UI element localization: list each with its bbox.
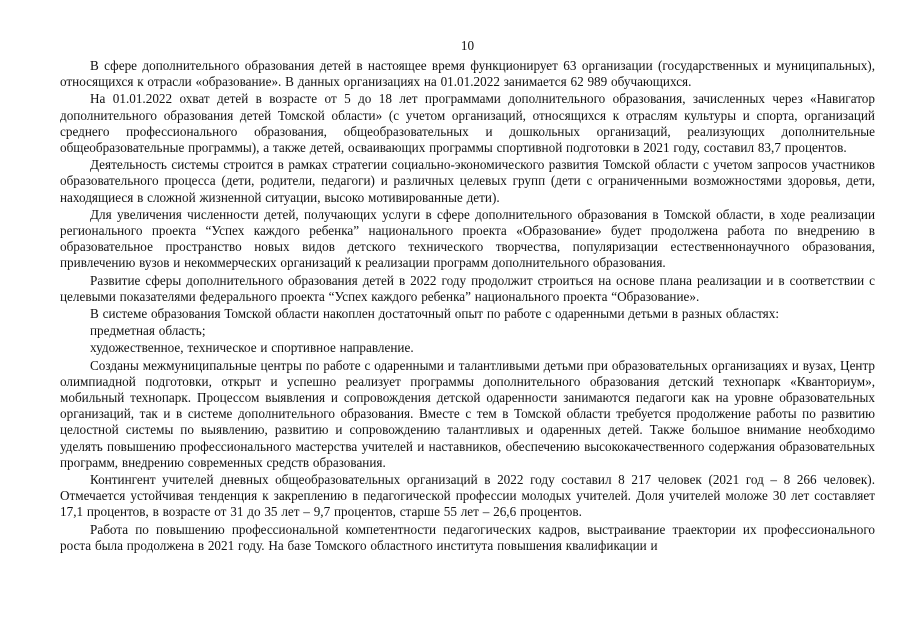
paragraph-teachers-contingent: Контингент учителей дневных общеобразовательных организаций в 2022 году составил 8 217 человек (2021 год – 8 266 человек). Отмечается устойчивая тенденция к закреплению в педагогической профессии молодых учителей. Доля учителей моложе 30 лет составляет 17,1 процентов, в возрасте от 31 до 35 лет – 9,7 процентов, старше 55 лет – 26,6 процентов. (60, 472, 875, 520)
list-item-subject-area: предметная область; (90, 323, 206, 339)
paragraph-intermunicipal-centers: Созданы межмуниципальные центры по работе с одаренными и талантливыми детьми при образовательных организациях и вузах, Центр олимпиадной подготовки, открыт и успешно реализует программы дополнительного образования детский технопарк «Кванториум», мобильный технопарк. Процессом выявления и сопровождения детской одаренности занимаются педагоги как на уровне образовательных организаций, так и в системе дополнительного образования. Вместе с тем в Томской области требуется продолжение работы по развитию целостной системы по выявлению, развитию и сопровождению талантливых и одаренных детей. Также большое внимание необходимо уделять повышению профессионального мастерства учителей и наставников, обеспечению высококачественного содержания образовательных программ, внедрению современных средств образования. (60, 357, 875, 470)
paragraph-system-activity: Деятельность системы строится в рамках стратегии социально-экономического развития Томской области с учетом запросов участников образовательного процесса (дети, родители, педагоги) и различных целевых групп (дети с ограниченными возможностями здоровья, дети, находящиеся в сложной жизненной ситуации, высоко мотивированные дети). (60, 157, 875, 205)
paragraph-gifted-children-experience: В системе образования Томской области накоплен достаточный опыт по работе с одаренными детьми в разных областях: (90, 306, 780, 322)
list-item-arts-technical-sports: художественное, техническое и спортивное направление. (90, 340, 414, 356)
page-number: 10 (460, 38, 475, 53)
paragraph-development-2022: Развитие сферы дополнительного образования детей в 2022 году продолжит строиться на основе плана реализации и в соответствии с целевыми показателями федерального проекта “Успех каждого ребенка” национального проекта “Образование». (60, 272, 875, 304)
paragraph-professional-competence: Работа по повышению профессиональной компетентности педагогических кадров, выстраивание траектории их профессионального роста была продолжена в 2021 году. На базе Томского областного института повышения квалификации и (60, 521, 875, 553)
paragraph-additional-education-organizations: В сфере дополнительного образования детей в настоящее время функционирует 63 организации (государственных и муниципальных), относящихся к отрасли «образование». В данных организациях на 01.01.2022 занимается 62 989 обучающихся. (60, 58, 875, 90)
document-page (60, 38, 875, 554)
paragraph-children-coverage: На 01.01.2022 охват детей в возрасте от 5 до 18 лет программами дополнительного образования, зачисленных через «Навигатор дополнительного образования детей Томской области» (с учетом организаций, относящихся к отраслям культуры и спорта, организаций среднего профессионального образования, общеобразовательных и дошкольных организаций, реализующих дополнительные общеобразовательные программы), а также детей, осваивающих программы спортивной подготовки в 2021 году, составил 83,7 процентов. (60, 91, 875, 156)
paragraph-increase-children-count: Для увеличения численности детей, получающих услуги в сфере дополнительного образования в Томской области, в ходе реализации регионального проекта “Успех каждого ребенка” национального проекта «Образование» будет продолжена работа по внедрению в образовательное пространство новых видов детского технического творчества, популяризации естественнонаучного образования, привлечению вузов и некоммерческих организаций к реализации программ дополнительного образования. (60, 206, 875, 271)
